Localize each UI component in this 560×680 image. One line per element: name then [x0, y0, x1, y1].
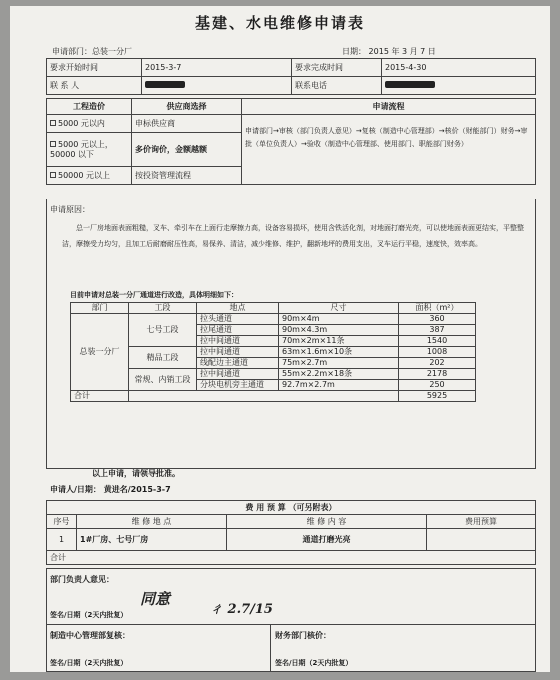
start-time-value: 2015-3-7 [142, 59, 292, 77]
detail-intro: 目前申请对总装一分厂通道进行改造，具体明细如下： [70, 291, 238, 299]
detail-size: 55m×2.2m×18条 [279, 369, 399, 380]
start-time-label: 要求开始时间 [47, 59, 142, 77]
detail-table [70, 302, 476, 402]
divider [270, 624, 271, 672]
detail-dept: 总装一分厂 [71, 314, 129, 391]
budget-place: 1#厂房、七号厂房 [77, 529, 227, 551]
applicant-field: 申请人/日期： 黄进名/2015-3-7 [50, 485, 171, 494]
request-approval-text: 以上申请，请领导批准。 [92, 469, 180, 478]
detail-size: 70m×2m×11条 [279, 336, 399, 347]
detail-place: 分块电机旁主通道 [197, 380, 279, 391]
detail-area: 2178 [399, 369, 476, 380]
col-cost: 工程造价 [47, 99, 132, 115]
checkbox-icon [50, 172, 56, 178]
checkbox-icon [50, 120, 56, 126]
phone-label: 联系电话 [292, 77, 382, 95]
supplier-row-2: 多价询价，金额越额 [132, 133, 242, 167]
applicant-value: 黄进名/2015-3-7 [103, 485, 171, 494]
detail-size: 90m×4m [279, 314, 399, 325]
procurement-table [46, 98, 536, 185]
redaction-mark [385, 81, 435, 88]
budget-no: 1 [47, 529, 77, 551]
detail-header: 面积（m²） [399, 303, 476, 314]
reason-text: 总一厂房地面表面粗糙，叉车、牵引车在上面行走摩擦力高，设备容易损坏，使用含铁活化剂，对地面打磨光亮，可以使地面表面更结实，平整整洁，摩擦受力均匀，且加工后耐磨耐压性高，易保养、清洁，减少维修、维护，翻新地坪的费用支出，叉车运行平稳，速度快，效率高。 [62, 224, 524, 248]
budget-header: 序号 [47, 515, 77, 529]
detail-area: 387 [399, 325, 476, 336]
detail-total-label: 合计 [71, 391, 129, 402]
checkbox-icon [50, 141, 56, 147]
form-title: 基建、水电维修申请表 [194, 14, 365, 32]
dept-label: 申请部门：总装一分厂 [52, 47, 132, 56]
contact-label: 联 系 人 [47, 77, 142, 95]
supplier-row-1: 申标供应商 [132, 115, 242, 133]
detail-place: 拉中间通道 [197, 336, 279, 347]
detail-area: 360 [399, 314, 476, 325]
date-field: 日期： 2015 年 3 月 7 日 [342, 47, 436, 56]
redaction-mark [145, 81, 185, 88]
dept-head-label: 部门负责人意见： [50, 575, 114, 584]
budget-header: 维 修 地 点 [77, 515, 227, 529]
sign-date-label: 签名/日期（2天内批复） [50, 659, 128, 667]
detail-area: 1008 [399, 347, 476, 358]
divider [46, 624, 536, 625]
cost-row-2: 5000 元以上，50000 以下 [47, 133, 132, 167]
detail-place: 拉中间通道 [197, 369, 279, 380]
detail-size: 90m×4.3m [279, 325, 399, 336]
budget-cost [427, 529, 536, 551]
detail-header: 地点 [197, 303, 279, 314]
process-flow: 申请部门→审核（部门负责人意见）→复核（制造中心管理部）→核价（财能部门）财务→审批（单位负责人）→验收（制造中心管理部、使用部门、职能部门财务） [242, 115, 536, 185]
sign-date-label: 签名/日期（2天内批复） [50, 611, 128, 619]
budget-title: 费 用 预 算 （可另附表） [47, 501, 536, 515]
detail-header: 部门 [71, 303, 129, 314]
col-process: 申请流程 [242, 99, 536, 115]
detail-header: 工段 [129, 303, 197, 314]
date-value: 2015 年 3 月 7 日 [368, 47, 436, 56]
detail-size: 63m×1.6m×10条 [279, 347, 399, 358]
budget-header: 维 修 内 容 [227, 515, 427, 529]
finish-time-label: 要求完成时间 [292, 59, 382, 77]
supplier-row-3: 按投资管理流程 [132, 167, 242, 185]
mfg-review-label: 制造中心管理部复核： [50, 631, 130, 640]
detail-area: 250 [399, 380, 476, 391]
section-name: 精品工段 [129, 347, 197, 369]
time-contact-table [46, 58, 536, 95]
repair-request-form [10, 6, 550, 672]
cost-row-1: 5000 元以内 [47, 115, 132, 133]
section-name: 常规、内销工段 [129, 369, 197, 391]
contact-value [142, 77, 292, 95]
detail-total-value: 5925 [399, 391, 476, 402]
detail-header: 尺寸 [279, 303, 399, 314]
handwritten-signature: ㄔ 2.7/15 [210, 602, 273, 617]
detail-size: 75m×2.7m [279, 358, 399, 369]
reason-label: 申请原因： [50, 205, 90, 214]
section-name: 七号工段 [129, 314, 197, 347]
sign-date-label: 签名/日期（2天内批复） [275, 659, 353, 667]
finish-time-value: 2015-4-30 [382, 59, 536, 77]
detail-place: 拉尾通道 [197, 325, 279, 336]
phone-value [382, 77, 536, 95]
detail-size: 92.7m×2.7m [279, 380, 399, 391]
col-supplier: 供应商选择 [132, 99, 242, 115]
dept-value: 总装一分厂 [92, 47, 132, 56]
finance-review-label: 财务部门核价： [275, 631, 331, 640]
budget-content: 通道打磨光亮 [227, 529, 427, 551]
detail-place: 拉头通道 [197, 314, 279, 325]
cost-row-3: 50000 元以上 [47, 167, 132, 185]
budget-total-label: 合计 [47, 551, 536, 565]
budget-table [46, 500, 536, 565]
detail-place: 拉中间通道 [197, 347, 279, 358]
budget-header: 费用预算 [427, 515, 536, 529]
signoff-frame [46, 568, 536, 672]
detail-area: 1540 [399, 336, 476, 347]
detail-place: 线配边主通道 [197, 358, 279, 369]
detail-area: 202 [399, 358, 476, 369]
handwritten-opinion: 同意 [140, 590, 171, 608]
